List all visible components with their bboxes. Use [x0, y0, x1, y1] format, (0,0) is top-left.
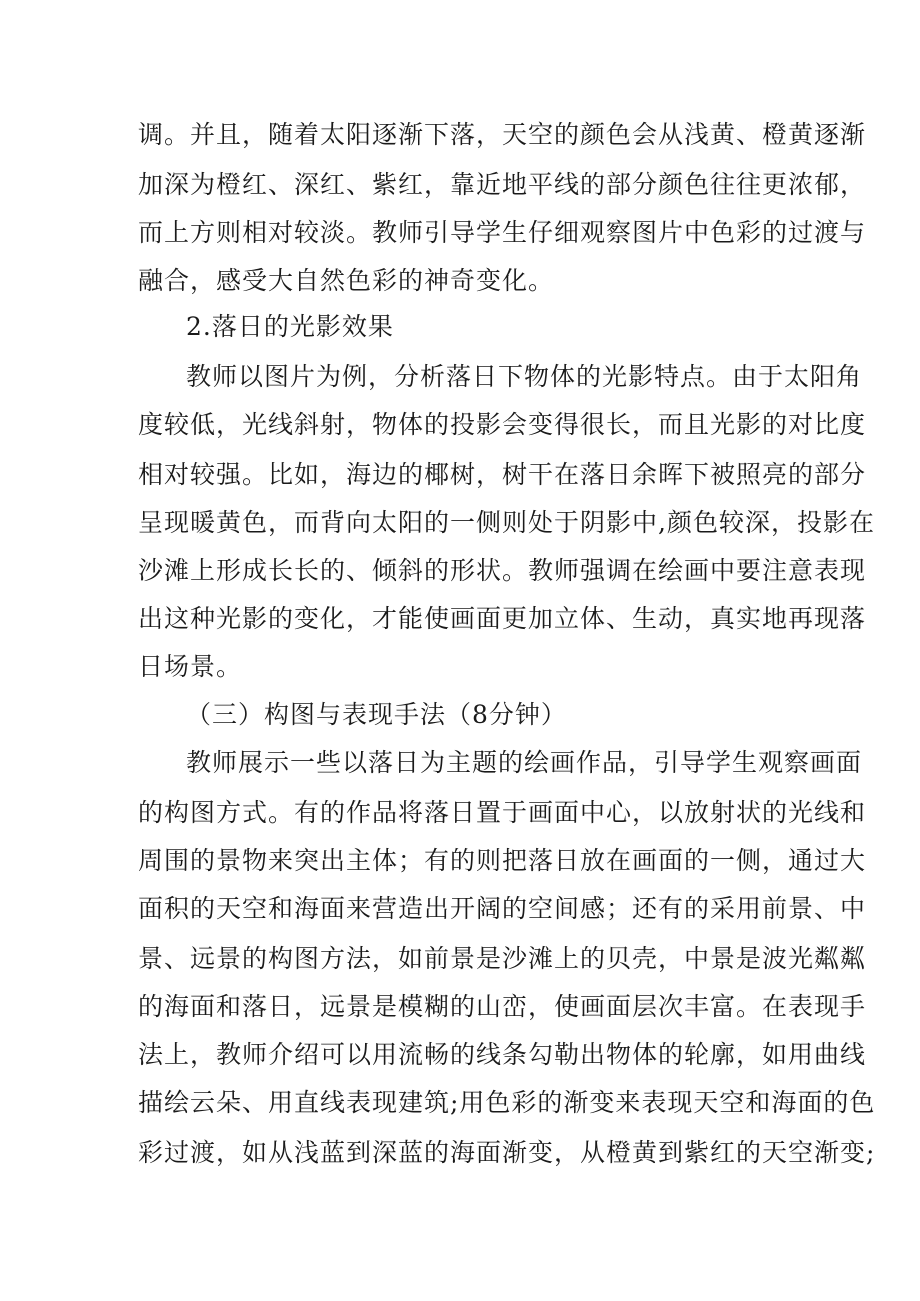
paragraph-2-line-6: 出这种光影的变化，才能使画面更加立体、生动，真实地再现落 — [138, 604, 867, 633]
paragraph-1-line-3: 而上方则相对较淡。教师引导学生仔细观察图片中色彩的过渡与 — [138, 218, 867, 247]
paragraph-2-line-2: 度较低，光线斜射，物体的投影会变得很长，而且光影的对比度 — [138, 410, 867, 439]
paragraph-3-line-2: 的构图方式。有的作品将落日置于画面中心，以放射状的光线和 — [138, 798, 867, 827]
paragraph-1-line-2: 加深为橙红、深红、紫红，靠近地平线的部分颜色往往更浓郁， — [138, 170, 867, 199]
paragraph-3-line-8: 描绘云朵、用直线表现建筑;用色彩的渐变来表现天空和海面的色 — [138, 1088, 876, 1117]
paragraph-3-line-7: 法上，教师介绍可以用流畅的线条勾勒出物体的轮廓，如用曲线 — [138, 1040, 867, 1069]
paragraph-3-line-3: 周围的景物来突出主体；有的则把落日放在画面的一侧，通过大 — [138, 846, 867, 875]
paragraph-2-line-4: 呈现暖黄色，而背向太阳的一侧则处于阴影中,颜色较深，投影在 — [138, 508, 875, 537]
paragraph-3-line-1: 教师展示一些以落日为主题的绘画作品，引导学生观察画面 — [186, 748, 863, 777]
paragraph-2-line-5: 沙滩上形成长长的、倾斜的形状。教师强调在绘画中要注意表现 — [138, 556, 867, 585]
section-heading-composition: （三）构图与表现手法（8分钟） — [186, 700, 567, 729]
paragraph-3-line-6: 的海面和落日，远景是模糊的山峦，使画面层次丰富。在表现手 — [138, 992, 867, 1021]
subheading-light-shadow: 2.落日的光影效果 — [186, 312, 394, 341]
paragraph-3-line-5: 景、远景的构图方法，如前景是沙滩上的贝壳，中景是波光粼粼 — [138, 944, 867, 973]
paragraph-3-line-4: 面积的天空和海面来营造出开阔的空间感；还有的采用前景、中 — [138, 894, 867, 923]
paragraph-3-line-9: 彩过渡，如从浅蓝到深蓝的海面渐变，从橙黄到紫红的天空渐变; — [138, 1138, 876, 1167]
paragraph-1-line-1: 调。并且，随着太阳逐渐下落，天空的颜色会从浅黄、橙黄逐渐 — [138, 120, 867, 149]
paragraph-1-line-4: 融合，感受大自然色彩的神奇变化。 — [138, 266, 555, 295]
paragraph-2-line-1: 教师以图片为例，分析落日下物体的光影特点。由于太阳角 — [186, 362, 863, 391]
paragraph-2-line-7: 日场景。 — [138, 652, 243, 681]
paragraph-2-line-3: 相对较强。比如，海边的椰树，树干在落日余晖下被照亮的部分 — [138, 460, 867, 489]
